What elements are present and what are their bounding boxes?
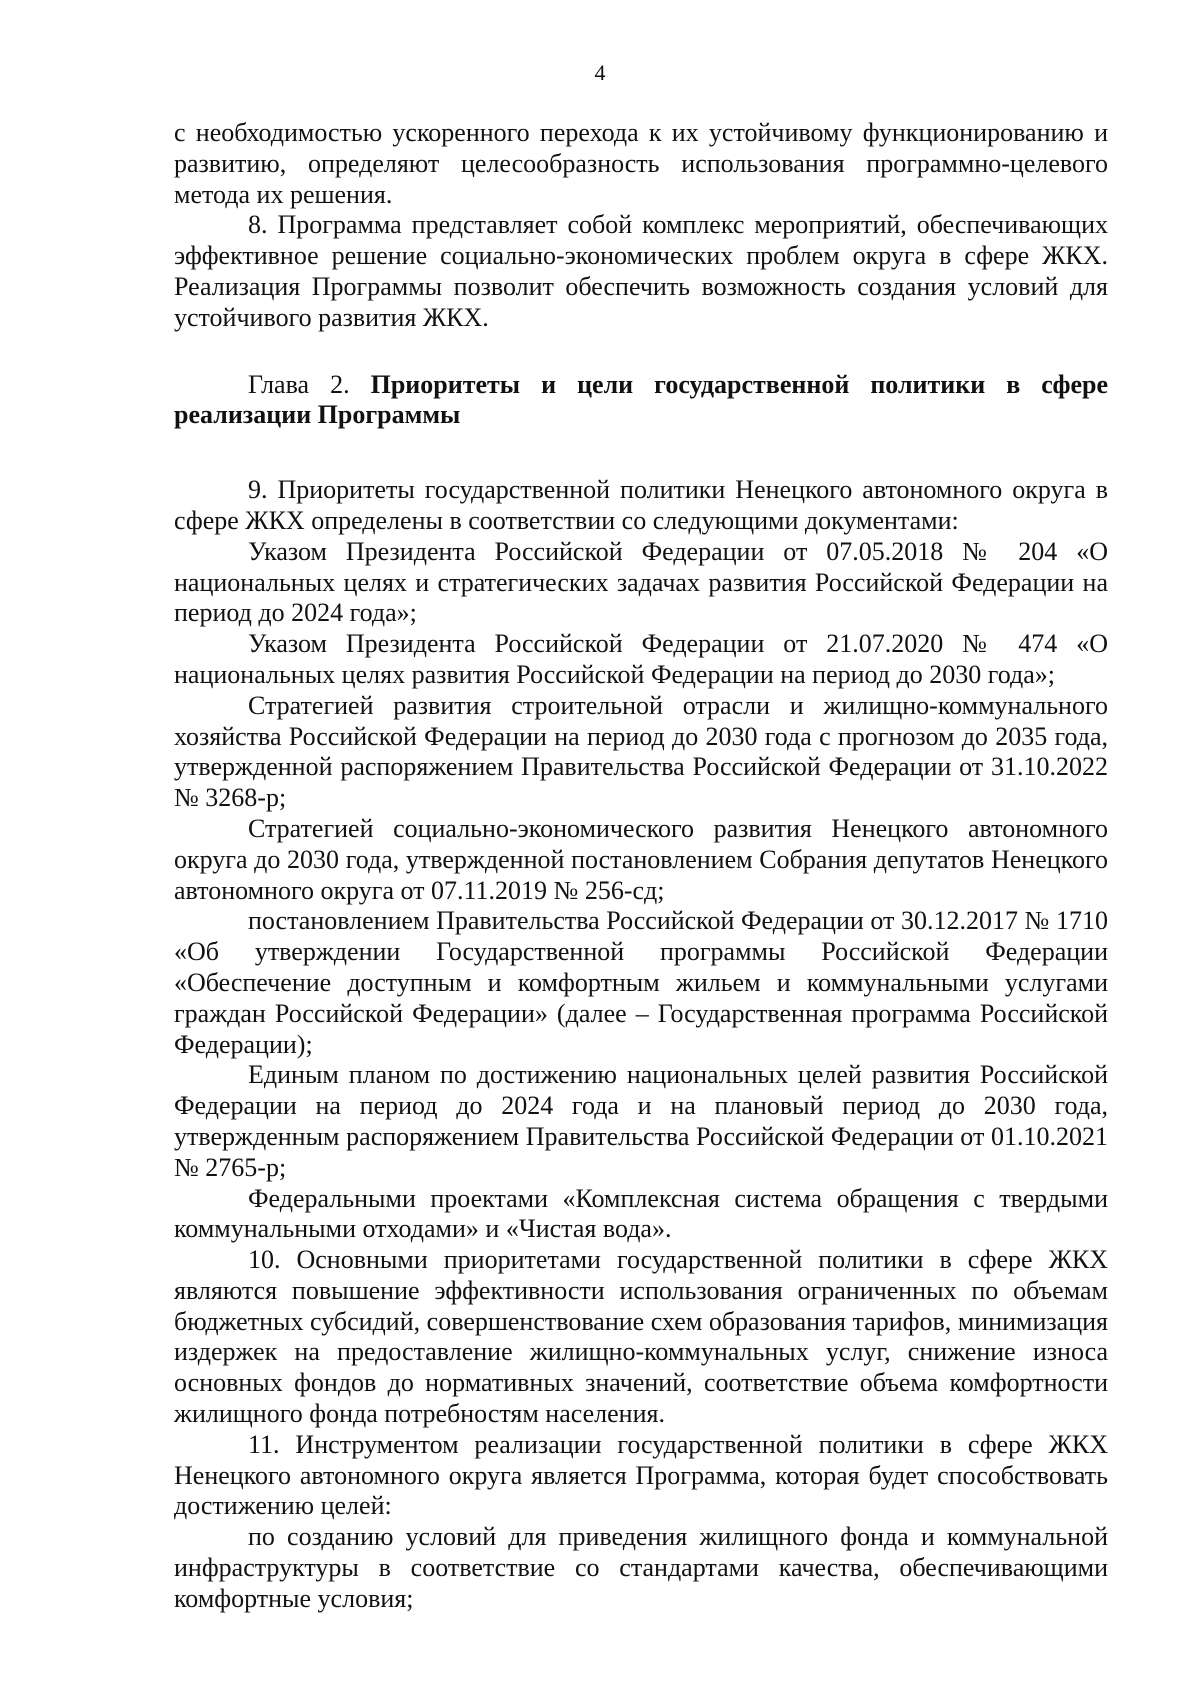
paragraph-8: 8. Программа представляет собой комплекс мероприятий, обеспечивающих эффективное решение социально-экономических проблем округа в сфере ЖКХ. Реализация Программы позволит обеспечить возможность создания условий для устойчивого развития ЖКХ. <box>174 210 1108 332</box>
chapter-title: Приоритеты и цели государственной политики в сфере реализации Программы <box>174 369 1109 430</box>
list-item-resolution-1710: постановлением Правительства Российской Федерации от 30.12.2017 № 1710 «Об утверждении Государственной программы Российской Федерации «Обеспечение доступным и комфортным жильем и коммунальными услугами граждан Российской Федерации» (далее – Государственная программа Российской Федерации); <box>174 906 1108 1059</box>
paragraph-11: 11. Инструментом реализации государственной политики в сфере ЖКХ Ненецкого автономного округа является Программа, которая будет способствовать достижению целей: <box>174 1429 1108 1521</box>
page-number: 4 <box>594 60 606 85</box>
list-item-unified-plan: Единым планом по достижению национальных целей развития Российской Федерации на период до 2024 года и на плановый период до 2030 года, утвержденным распоряжением Правительства Российской Федерации от 01.10.2021 № 2765-р; <box>174 1060 1108 1182</box>
list-item-conditions: по созданию условий для приведения жилищного фонда и коммунальной инфраструктуры в соответствие со стандартами качества, обеспечивающими комфортные условия; <box>174 1522 1108 1613</box>
paragraph-10: 10. Основными приоритетами государственной политики в сфере ЖКХ являются повышение эффективности использования ограниченных по объемам бюджетных субсидий, совершенствование схем образования тарифов, минимизация издержек на предоставление жилищно-коммунальных услуг, снижение износа основных фондов до нормативных значений, соответствие объема комфортности жилищного фонда потребностям населения. <box>174 1245 1108 1429</box>
chapter-prefix: Глава 2. <box>248 369 350 399</box>
document-body <box>174 118 1108 1615</box>
paragraph-9: 9. Приоритеты государственной политики Ненецкого автономного округа в сфере ЖКХ определены в соответствии со следующими документами: <box>174 475 1108 535</box>
list-item-federal-projects: Федеральными проектами «Комплексная система обращения с твердыми коммунальными отходами» и «Чистая вода». <box>174 1183 1108 1244</box>
list-item-nao-strategy: Стратегией социально-экономического развития Ненецкого автономного округа до 2030 года, утвержденной постановлением Собрания депутатов Ненецкого автономного округа от 07.11.2019 № 256-сд; <box>174 813 1108 905</box>
list-item-decree-474: Указом Президента Российской Федерации от 21.07.2020 № 474 «О национальных целях развития Российской Федерации на период до 2030 года»; <box>174 629 1108 689</box>
chapter-heading <box>174 370 1108 432</box>
paragraph-continuation: с необходимостью ускоренного перехода к их устойчивому функционированию и развитию, определяют целесообразность использования программно-целевого метода их решения. <box>174 118 1108 209</box>
list-item-construction-strategy: Стратегией развития строительной отрасли и жилищно-коммунального хозяйства Российской Федерации на период до 2030 года с прогнозом до 2035 года, утвержденной распоряжением Правительства Российской Федерации от 31.10.2022 № 3268-р; <box>174 690 1108 813</box>
list-item-decree-204: Указом Президента Российской Федерации от 07.05.2018 № 204 «О национальных целях и стратегических задачах развития Российской Федерации на период до 2024 года»; <box>174 536 1108 628</box>
